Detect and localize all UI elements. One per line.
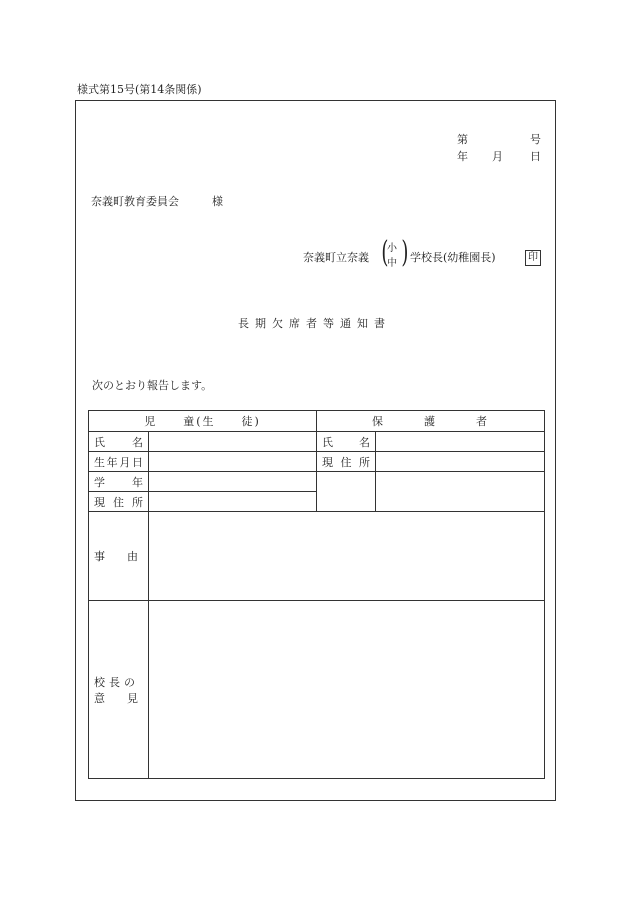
- report-table: [88, 410, 545, 779]
- number-suffix: 号: [530, 133, 541, 146]
- opinion-label-line1: 校長の: [94, 675, 139, 689]
- seal-stamp: 印: [525, 250, 541, 266]
- child-header: 児 童(生 徒): [89, 411, 317, 432]
- child-birthdate-field[interactable]: [149, 452, 317, 472]
- addressee-name: 奈義町教育委員会: [91, 195, 179, 208]
- school-type-elementary: 小: [387, 243, 397, 254]
- addressee-honorific: 様: [212, 195, 223, 208]
- bracket-left: (: [381, 235, 389, 270]
- child-name-label: 氏名: [89, 432, 149, 452]
- document-title: 長期欠席者等通知書: [238, 317, 391, 330]
- child-grade-label: 学年: [89, 472, 149, 492]
- sender-prefix: 奈義町立奈義: [303, 251, 369, 264]
- bracket-right: ): [401, 235, 409, 270]
- child-name-field[interactable]: [149, 432, 317, 452]
- opinion-label: [89, 601, 149, 779]
- child-grade-field[interactable]: [149, 472, 317, 492]
- child-address-field[interactable]: [149, 492, 317, 512]
- guardian-header: 保 護 者: [317, 411, 545, 432]
- guardian-name-label: 氏名: [317, 432, 376, 452]
- sender-title: 学校長(幼稚園長): [410, 251, 496, 264]
- opinion-field[interactable]: [149, 601, 545, 779]
- date-year: 年: [457, 150, 468, 163]
- date-day: 日: [530, 150, 541, 163]
- guardian-address-label: 現住所: [317, 452, 376, 472]
- school-type-middle: 中: [387, 258, 397, 269]
- guardian-address-field[interactable]: [376, 452, 545, 472]
- guardian-name-field[interactable]: [376, 432, 545, 452]
- reason-field[interactable]: [149, 512, 545, 601]
- date-month: 月: [492, 150, 503, 163]
- form-number: 様式第15号(第14条関係): [77, 83, 202, 96]
- reason-label: 事 由: [89, 512, 149, 601]
- opinion-label-line2: 意 見: [94, 691, 138, 705]
- number-prefix: 第: [457, 133, 468, 146]
- child-address-label: 現住所: [89, 492, 149, 512]
- guardian-blank-field[interactable]: [376, 472, 545, 512]
- child-birthdate-label: 生年月日: [89, 452, 149, 472]
- guardian-blank-label: [317, 472, 376, 512]
- intro-text: 次のとおり報告します。: [92, 379, 213, 392]
